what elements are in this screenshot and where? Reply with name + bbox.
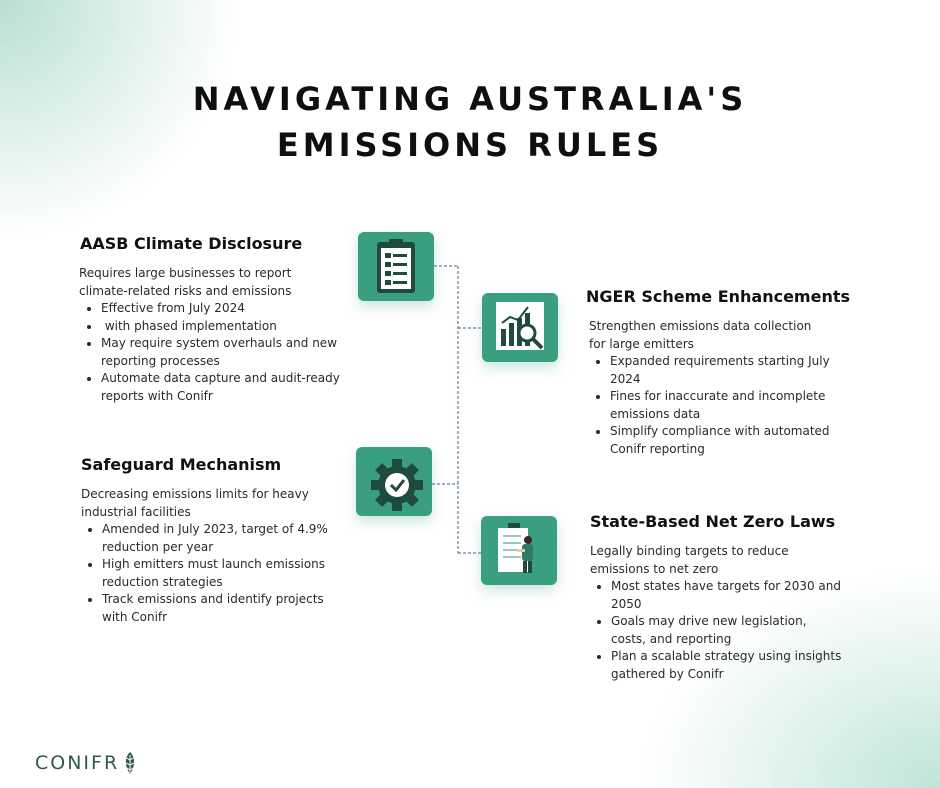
person-clipboard-icon — [481, 516, 557, 585]
list-item: • May require system overhauls and new reporting processes — [101, 335, 342, 370]
aasb-icon-tile — [358, 232, 434, 301]
clipboard-checklist-icon — [358, 232, 434, 301]
nger-icon-tile — [482, 293, 558, 362]
aasb-description: Requires large businesses to report climate-related risks and emissions — [79, 266, 292, 298]
list-item: • Most states have targets for 2030 and 2050 — [611, 578, 842, 613]
gear-check-icon — [356, 447, 432, 516]
title-line-2: EMISSIONS RULES — [276, 126, 664, 164]
chart-magnifier-icon — [482, 293, 558, 362]
logo-text: CONIFR — [35, 752, 120, 774]
list-item: • Fines for inaccurate and incomplete emissions data — [610, 388, 831, 423]
list-item: • Plan a scalable strategy using insights gathered by Conifr — [611, 648, 842, 683]
nger-description: Strengthen emissions data collection for large emitters — [589, 319, 812, 351]
netzero-icon-tile — [481, 516, 557, 585]
aasb-heading: AASB Climate Disclosure — [80, 234, 303, 253]
list-item: • Automate data capture and audit-ready reports with Conifr — [101, 370, 342, 405]
list-item: • Goals may drive new legislation, costs, and reporting — [611, 613, 842, 648]
netzero-bullets — [590, 578, 842, 683]
leaf-icon — [123, 751, 137, 775]
list-item: • Amended in July 2023, target of 4.9% reduction per year — [102, 521, 341, 556]
list-item: • with phased implementation — [101, 318, 342, 336]
netzero-heading: State-Based Net Zero Laws — [590, 512, 836, 531]
nger-heading: NGER Scheme Enhancements — [586, 287, 851, 306]
list-item: • Expanded requirements starting July 2024 — [610, 353, 831, 388]
safeguard-description: Decreasing emissions limits for heavy industrial facilities — [81, 487, 309, 519]
safeguard-icon-tile — [356, 447, 432, 516]
safeguard-heading: Safeguard Mechanism — [81, 455, 282, 474]
safeguard-bullets — [81, 521, 341, 626]
conifr-logo — [35, 750, 137, 776]
nger-bullets — [586, 353, 831, 458]
safeguard-section — [81, 455, 341, 626]
nger-section — [586, 287, 851, 458]
list-item: • Track emissions and identify projects with Conifr — [102, 591, 341, 626]
netzero-section — [590, 512, 842, 683]
aasb-bullets — [80, 300, 342, 405]
aasb-section — [80, 234, 342, 405]
list-item: • High emitters must launch emissions reduction strategies — [102, 556, 341, 591]
list-item: • Effective from July 2024 — [101, 300, 342, 318]
netzero-description: Legally binding targets to reduce emissions to net zero — [590, 544, 789, 576]
list-item: • Simplify compliance with automated Conifr reporting — [610, 423, 831, 458]
title-line-1: NAVIGATING AUSTRALIA'S — [192, 80, 748, 118]
